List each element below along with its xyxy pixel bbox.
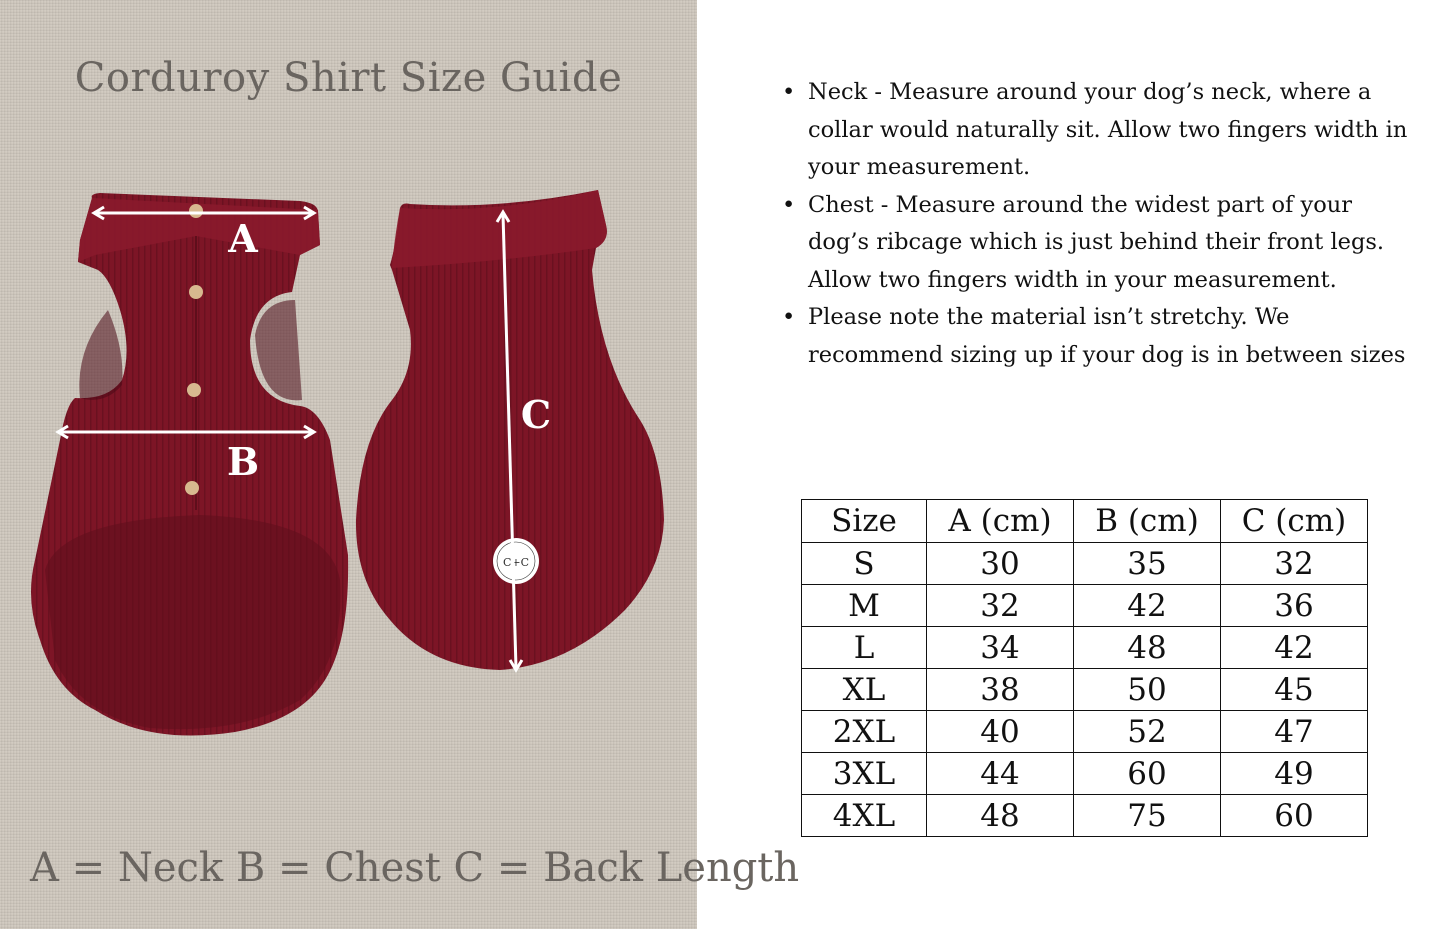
table-row xyxy=(802,669,1368,711)
table-row xyxy=(802,753,1368,795)
cell-a: 44 xyxy=(927,753,1074,795)
cell-a: 48 xyxy=(927,795,1074,837)
instruction-text: Please note the material isn’t stretchy. We recommend sizing up if your dog is in between sizes xyxy=(808,304,1406,368)
cell-a: 38 xyxy=(927,669,1074,711)
instruction-neck xyxy=(782,74,1412,187)
cell-a: 30 xyxy=(927,543,1074,585)
measurement-legend: A = Neck B = Chest C = Back Length xyxy=(30,845,800,891)
cell-size: 4XL xyxy=(802,795,927,837)
cell-b: 52 xyxy=(1074,711,1221,753)
shirt-back xyxy=(356,190,664,670)
cell-a: 34 xyxy=(927,627,1074,669)
bullet: • xyxy=(782,191,796,218)
cell-size: XL xyxy=(802,669,927,711)
cell-c: 60 xyxy=(1221,795,1368,837)
cell-c: 42 xyxy=(1221,627,1368,669)
table-row xyxy=(802,585,1368,627)
cell-size: M xyxy=(802,585,927,627)
measuring-instructions xyxy=(782,74,1412,374)
bullet: • xyxy=(782,304,796,330)
svg-text:C+C: C+C xyxy=(502,556,530,569)
cell-b: 42 xyxy=(1074,585,1221,627)
header-c: C (cm) xyxy=(1221,500,1368,543)
header-a: A (cm) xyxy=(927,500,1074,543)
cell-size: 3XL xyxy=(802,753,927,795)
header-size: Size xyxy=(802,500,927,543)
shirt-illustration xyxy=(0,0,697,929)
header-b: B (cm) xyxy=(1074,500,1221,543)
cell-b: 35 xyxy=(1074,543,1221,585)
cell-b: 50 xyxy=(1074,669,1221,711)
cell-size: 2XL xyxy=(802,711,927,753)
table-row xyxy=(802,711,1368,753)
table-row xyxy=(802,543,1368,585)
cell-b: 60 xyxy=(1074,753,1221,795)
instruction-text: Chest - Measure around the widest part of your dog’s ribcage which is just behind their front legs. Allow two fingers width in your measurement. xyxy=(808,191,1385,293)
table-row xyxy=(802,627,1368,669)
cell-a: 32 xyxy=(927,585,1074,627)
marker-a: A xyxy=(228,216,258,261)
size-table xyxy=(801,499,1368,837)
instruction-text: Neck - Measure around your dog’s neck, where a collar would naturally sit. Allow two fingers width in your measurement. xyxy=(808,79,1408,180)
shirt-front xyxy=(31,193,348,736)
cell-c: 47 xyxy=(1221,711,1368,753)
instruction-material xyxy=(782,299,1412,374)
cell-size: L xyxy=(802,627,927,669)
cell-c: 49 xyxy=(1221,753,1368,795)
cell-a: 40 xyxy=(927,711,1074,753)
cell-b: 75 xyxy=(1074,795,1221,837)
table-row xyxy=(802,795,1368,837)
size-guide-title: Corduroy Shirt Size Guide xyxy=(74,55,623,101)
cell-c: 36 xyxy=(1221,585,1368,627)
cell-size: S xyxy=(802,543,927,585)
cell-c: 32 xyxy=(1221,543,1368,585)
marker-c: C xyxy=(520,392,552,437)
cell-c: 45 xyxy=(1221,669,1368,711)
cell-b: 48 xyxy=(1074,627,1221,669)
marker-b: B xyxy=(226,439,260,484)
bullet: • xyxy=(782,79,796,105)
table-header-row xyxy=(802,500,1368,543)
instruction-chest xyxy=(782,187,1412,300)
